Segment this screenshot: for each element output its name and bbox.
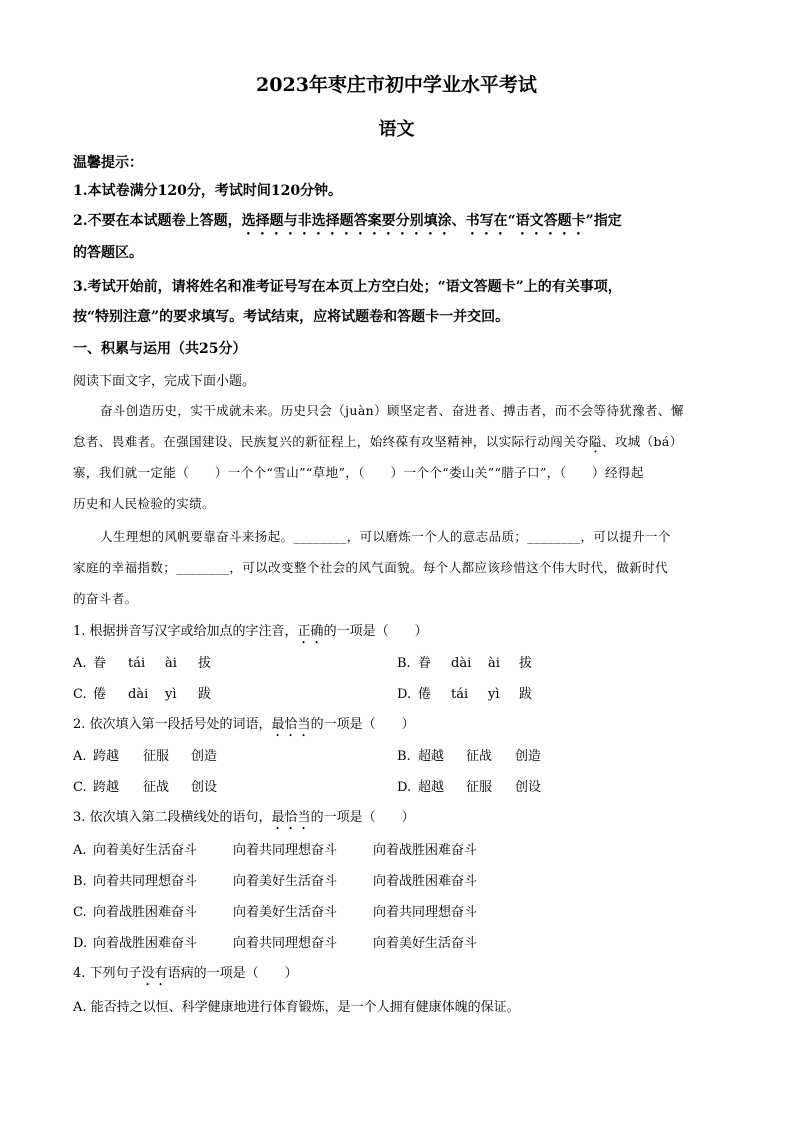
option-label: D. <box>397 687 412 702</box>
passage-line-2 <box>73 432 683 456</box>
option-word: 跨越 <box>93 749 120 764</box>
question-1-stem <box>73 620 428 647</box>
question-3-stem <box>73 806 415 833</box>
question-4-stem <box>73 962 298 989</box>
option-word: 跋 <box>198 687 212 702</box>
option-word: 征服 <box>143 749 170 764</box>
option-sentence: 向着美好生活奋斗 <box>233 874 338 889</box>
option-word: 创设 <box>191 780 218 795</box>
option-word: 跋 <box>519 687 533 702</box>
q1-stem-a: 1. 根据拼音写汉字或给加点的字注音， <box>73 624 298 639</box>
option-word: dài <box>128 687 149 702</box>
q3-emphasis: 最恰当 <box>271 810 311 825</box>
option-word: 倦 <box>418 687 432 702</box>
passage-dotted-char: 隘 <box>589 434 602 449</box>
passage-line-1: 奋斗创造历史，实干成就未来。历史只会（juàn）顾坚定者、奋进者、搏击者，而不会等待犹豫者、懈 <box>100 403 684 418</box>
q3-option-a[interactable] <box>73 839 477 858</box>
tip-2-part-d: 指定 <box>593 213 622 229</box>
option-label: D. <box>397 780 412 795</box>
passage-line-2c: 、攻城（bá） <box>601 434 683 449</box>
tip-2-line-2: 的答题区。 <box>73 245 143 261</box>
q2-option-a[interactable] <box>73 745 217 764</box>
q4-stem-a: 4. 下列句子 <box>73 966 142 981</box>
option-label: C. <box>73 780 87 795</box>
q1-stem-c: 的一项是（ ） <box>323 624 428 639</box>
option-word: 眷 <box>418 656 432 671</box>
q1-option-c[interactable] <box>73 683 211 702</box>
option-label: C. <box>73 687 87 702</box>
tip-1: 1.本试卷满分120分，考试时间120分钟。 <box>73 183 343 199</box>
passage-line-3: 寨，我们就一定能（ ）一个个“雪山”“草地”，（ ）一个个“娄山关”“腊子口”，（ ）经得起 <box>73 465 644 480</box>
exam-title: 2023年枣庄市初中学业水平考试 <box>256 74 537 96</box>
option-word: yì <box>165 687 177 702</box>
option-sentence: 向着共同理想奋斗 <box>233 936 338 951</box>
q1-option-d[interactable] <box>397 683 532 702</box>
option-sentence: 向着战胜困难奋斗 <box>373 874 478 889</box>
q3-option-b[interactable] <box>73 870 477 889</box>
option-sentence: 向着美好生活奋斗 <box>93 843 198 858</box>
q1-option-a[interactable] <box>73 652 211 671</box>
option-word: yì <box>488 687 500 702</box>
q4-stem-c: 语病的一项是（ ） <box>167 966 298 981</box>
q2-stem-a: 2. 依次填入第一段括号处的词语， <box>73 717 272 732</box>
passage-line-6: 家庭的幸福指数；________，可以改变整个社会的风气面貌。每个人都应该珍惜这个伟大时代，做新时代 <box>73 560 669 575</box>
q3-stem-c: 的一项是（ ） <box>310 810 415 825</box>
passage-line-2a: 怠者、畏难者。在强国建设、民族复兴的新征程上，始终葆有攻坚精神，以实际行动闯关夺 <box>73 434 590 449</box>
option-sentence: 向着美好生活奋斗 <box>233 905 338 920</box>
option-sentence: 向着战胜困难奋斗 <box>373 843 478 858</box>
tip-2-part-a: 2.不要在本试题卷上答题， <box>73 213 242 229</box>
option-label: B. <box>397 656 411 671</box>
option-label: C. <box>73 905 87 920</box>
option-word: 征服 <box>466 780 493 795</box>
q2-emphasis: 最恰当 <box>271 717 311 732</box>
option-word: dài <box>451 656 472 671</box>
q1-emphasis: 正确 <box>297 624 324 639</box>
option-word: 超越 <box>418 749 445 764</box>
tip-3-line-2: 按“特别注意”的要求填写。考试结束，应将试题卷和答题卡一并交回。 <box>73 309 510 325</box>
q3-stem-a: 3. 依次填入第二段横线处的语句， <box>73 810 272 825</box>
option-sentence: 向着战胜困难奋斗 <box>93 936 198 951</box>
option-word: 拔 <box>198 656 212 671</box>
tip-2-emphasis: 选择题与非选择题答案要分别填涂、书写在 <box>241 213 508 229</box>
option-word: 征战 <box>143 780 170 795</box>
option-word: ài <box>165 656 177 671</box>
option-word: 拔 <box>519 656 533 671</box>
option-label: A. <box>73 749 87 764</box>
q3-option-c[interactable] <box>73 901 477 920</box>
option-label: A. <box>73 656 87 671</box>
option-sentence: 向着美好生活奋斗 <box>373 936 478 951</box>
q4-option-a[interactable]: A. 能否持之以恒、科学健康地进行体育锻炼，是一个人拥有健康体魄的保证。 <box>73 1000 520 1015</box>
reading-intro: 阅读下面文字，完成下面小题。 <box>73 374 256 389</box>
option-word: tái <box>128 656 146 671</box>
option-sentence: 向着战胜困难奋斗 <box>93 905 198 920</box>
option-sentence: 向着共同理想奋斗 <box>233 843 338 858</box>
option-word: 倦 <box>93 687 107 702</box>
option-label: B. <box>397 749 411 764</box>
passage-line-7: 的奋斗者。 <box>73 591 138 606</box>
q2-stem-c: 的一项是（ ） <box>310 717 415 732</box>
passage-line-5: 人生理想的风帆要靠奋斗来扬起。________，可以磨炼一个人的意志品质；________，可以提升一个 <box>100 529 671 544</box>
q3-option-d[interactable] <box>73 932 477 951</box>
option-sentence: 向着共同理想奋斗 <box>373 905 478 920</box>
option-word: 创设 <box>515 780 542 795</box>
option-label: D. <box>73 936 88 951</box>
option-word: tái <box>451 687 469 702</box>
q2-option-b[interactable] <box>397 745 541 764</box>
q2-option-d[interactable] <box>397 776 541 795</box>
option-sentence: 向着共同理想奋斗 <box>93 874 198 889</box>
option-word: 征战 <box>466 749 493 764</box>
tips-heading: 温馨提示： <box>73 155 143 171</box>
option-word: 超越 <box>418 780 445 795</box>
option-label: B. <box>73 874 87 889</box>
subject-title: 语文 <box>378 119 415 140</box>
passage-line-4: 历史和人民检验的实绩。 <box>73 496 215 511</box>
option-word: ài <box>488 656 500 671</box>
tip-3-line-1: 3.考试开始前，请将姓名和准考证号写在本页上方空白处；“语文答题卡”上的有关事项， <box>73 279 622 295</box>
q1-option-b[interactable] <box>397 652 532 671</box>
option-word: 跨越 <box>93 780 120 795</box>
q2-option-c[interactable] <box>73 776 217 795</box>
option-word: 创造 <box>515 749 542 764</box>
question-2-stem <box>73 713 415 740</box>
section-heading: 一、积累与运用（共25分） <box>73 341 247 357</box>
option-label: A. <box>73 843 87 858</box>
tip-2-card-name: “语文答题卡” <box>507 213 594 229</box>
q4-emphasis: 没有 <box>141 966 168 981</box>
tip-2-line-1 <box>73 210 622 238</box>
option-word: 创造 <box>191 749 218 764</box>
option-word: 眷 <box>93 656 107 671</box>
